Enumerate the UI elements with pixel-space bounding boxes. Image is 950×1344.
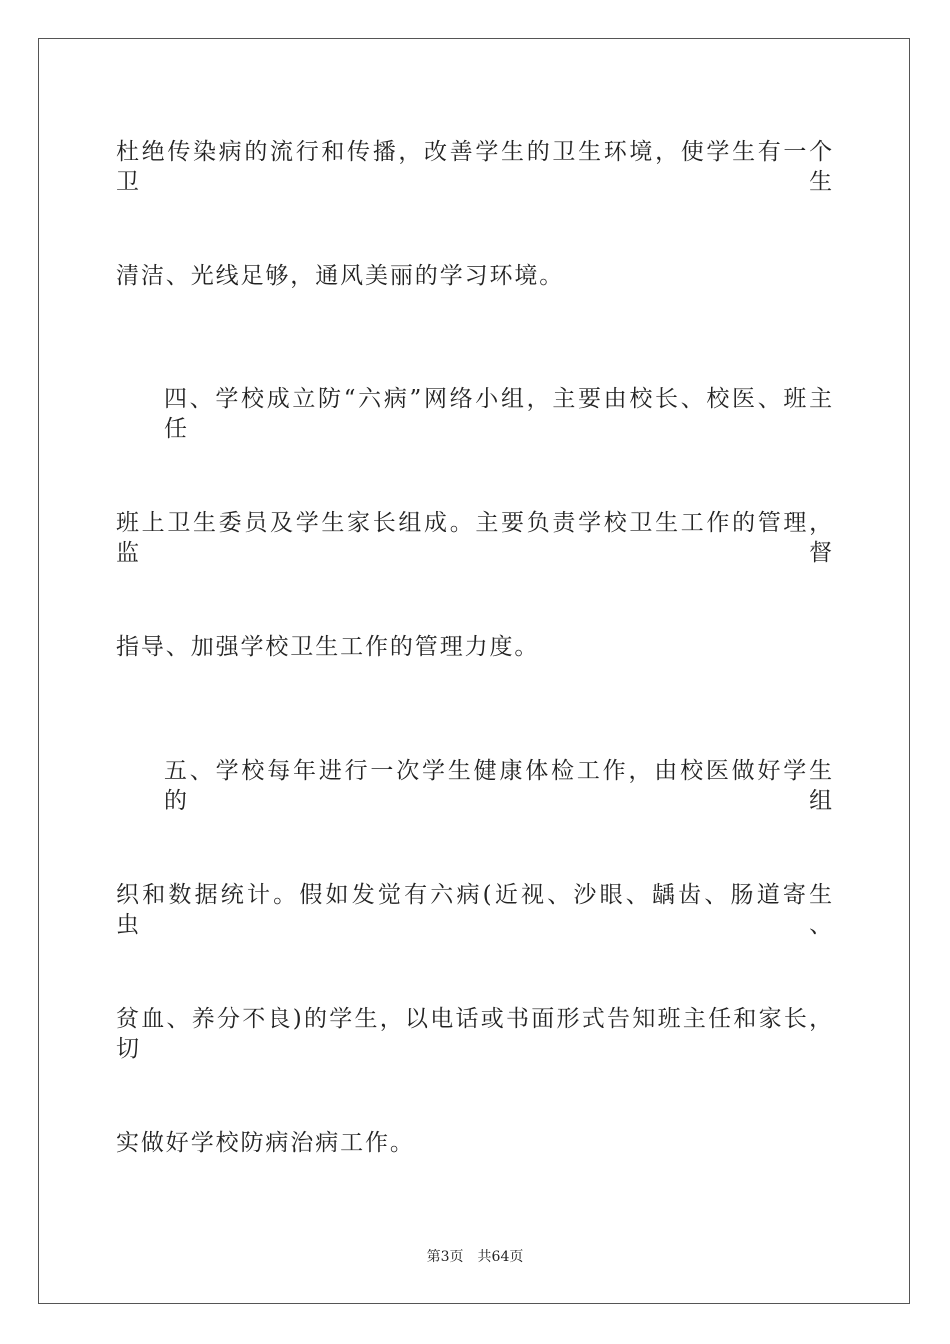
paragraph-line-6: 五、学校每年进行一次学生健康体检工作，由校医做好学生的组 <box>164 758 834 814</box>
paragraph-line-5: 指导、加强学校卫生工作的管理力度。 <box>116 634 540 660</box>
page-border <box>38 38 910 1304</box>
paragraph-line-2: 清洁、光线足够，通风美丽的学习环境。 <box>116 263 565 289</box>
paragraph-line-3: 四、学校成立防“六病”网络小组，主要由校长、校医、班主任 <box>164 386 834 442</box>
paragraph-line-9: 实做好学校防病治病工作。 <box>116 1130 415 1156</box>
page-number: 第3页 <box>426 1249 464 1265</box>
paragraph-line-1: 杜绝传染病的流行和传播，改善学生的卫生环境，使学生有一个卫生 <box>116 139 834 195</box>
total-pages: 共64页 <box>477 1249 524 1265</box>
page-footer <box>0 1246 950 1266</box>
paragraph-line-4: 班上卫生委员及学生家长组成。主要负责学校卫生工作的管理，监督 <box>116 510 834 566</box>
paragraph-line-7: 织和数据统计。假如发觉有六病(近视、沙眼、龋齿、肠道寄生虫、 <box>116 882 834 938</box>
paragraph-line-8: 贫血、养分不良)的学生，以电话或书面形式告知班主任和家长，切 <box>116 1006 834 1062</box>
